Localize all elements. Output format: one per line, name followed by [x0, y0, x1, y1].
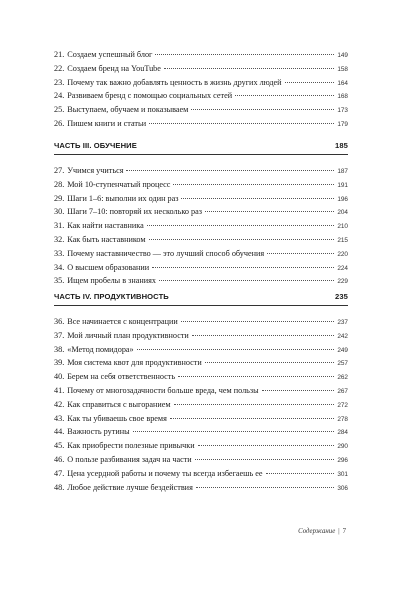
dot-leader [205, 362, 335, 363]
dot-leader [147, 225, 335, 226]
toc-entry[interactable]: 29. Шаги 1–6: выполни их один раз 196 [54, 193, 348, 203]
dot-leader [149, 123, 334, 124]
toc-part-4 [54, 291, 348, 494]
toc-entry[interactable]: 36. Все начинается с концентрации 237 [54, 317, 348, 326]
toc-entry[interactable]: 27. Учимся учиться 187 [54, 166, 348, 175]
dot-leader [191, 109, 334, 110]
dot-leader [198, 445, 335, 446]
toc-entry[interactable]: 42. Как справиться с выгоранием 272 [54, 399, 348, 409]
toc-entry[interactable]: 35. Ищем пробелы в знаниях 229 [54, 276, 348, 286]
dot-leader [285, 82, 335, 83]
dot-leader [164, 68, 334, 69]
toc-entry[interactable]: 30. Шаги 7–10: повторяй их несколько раз 204 [54, 207, 348, 217]
dot-leader [149, 239, 335, 240]
toc-entry[interactable]: 45. Как приобрести полезные привычки 290 [54, 441, 348, 451]
toc-entry[interactable]: 31. Как найти наставника 210 [54, 221, 348, 231]
footer-label: Содержание [298, 528, 336, 535]
dot-leader [181, 198, 334, 199]
toc-entry[interactable]: 24. Развиваем бренд с помощью социальных сетей 168 [54, 91, 348, 101]
toc-entry[interactable]: 37. Мой личный план продуктивности 242 [54, 330, 348, 340]
toc-entry[interactable]: 43. Как ты убиваешь свое время 278 [54, 413, 348, 423]
dot-leader [267, 253, 334, 254]
toc-part-3 [54, 140, 348, 288]
toc-section-continued [54, 48, 348, 131]
toc-entry[interactable]: 25. Выступаем, обучаем и показываем 173 [54, 105, 348, 115]
toc-entry[interactable]: 47. Цена усердной работы и почему ты всегда избегаешь ее 301 [54, 468, 348, 478]
footer-separator: | [338, 528, 340, 535]
dot-leader [152, 267, 334, 268]
part-page: 235 [335, 292, 348, 301]
toc-entry[interactable]: 23. Почему так важно добавлять ценность в жизнь других людей 164 [54, 77, 348, 87]
dot-leader [178, 376, 334, 377]
dot-leader [262, 390, 335, 391]
dot-leader [195, 459, 335, 460]
toc-entry[interactable]: 39. Моя система квот для продуктивности 257 [54, 358, 348, 368]
toc-entry[interactable]: 32. Как быть наставником 215 [54, 234, 348, 244]
part-title: ЧАСТЬ IV. ПРОДУКТИВНОСТЬ [54, 292, 169, 301]
toc-entry[interactable]: 40. Берем на себя ответственность 262 [54, 372, 348, 382]
toc-entry[interactable]: 21. Создаем успешный блог 149 [54, 50, 348, 59]
dot-leader [181, 321, 335, 322]
part-heading[interactable] [54, 140, 348, 155]
page-footer [298, 528, 346, 535]
dot-leader [235, 95, 334, 96]
dot-leader [174, 404, 335, 405]
toc-entry[interactable]: 28. Мой 10-ступенчатый процесс 191 [54, 179, 348, 189]
dot-leader [137, 349, 335, 350]
toc-entry[interactable]: 41. Почему от многозадачности больше вреда, чем пользы 267 [54, 385, 348, 395]
part-heading[interactable] [54, 291, 348, 306]
part-title: ЧАСТЬ III. ОБУЧЕНИЕ [54, 141, 137, 150]
toc-entry[interactable]: 44. Важность рутины 284 [54, 427, 348, 437]
toc-entry[interactable]: 26. Пишем книги и статьи 179 [54, 118, 348, 128]
dot-leader [196, 487, 334, 488]
dot-leader [192, 335, 335, 336]
toc-entry[interactable]: 48. Любое действие лучше бездействия 306 [54, 482, 348, 492]
toc-entry[interactable]: 22. Создаем бренд на YouTube 158 [54, 63, 348, 73]
part-page: 185 [335, 141, 348, 150]
dot-leader [170, 418, 334, 419]
dot-leader [133, 431, 335, 432]
dot-leader [126, 170, 334, 171]
dot-leader [159, 280, 334, 281]
toc-entry[interactable]: 38. «Метод помидора» 249 [54, 344, 348, 354]
dot-leader [205, 211, 334, 212]
dot-leader [266, 473, 335, 474]
toc-entry[interactable]: 34. О высшем образовании 224 [54, 262, 348, 272]
toc-entry[interactable]: 33. Почему наставничество — это лучший способ обучения 220 [54, 248, 348, 258]
dot-leader [173, 184, 334, 185]
dot-leader [155, 54, 334, 55]
toc-entry[interactable]: 46. О пользе разбивания задач на части 296 [54, 454, 348, 464]
page-number: 7 [342, 528, 346, 535]
